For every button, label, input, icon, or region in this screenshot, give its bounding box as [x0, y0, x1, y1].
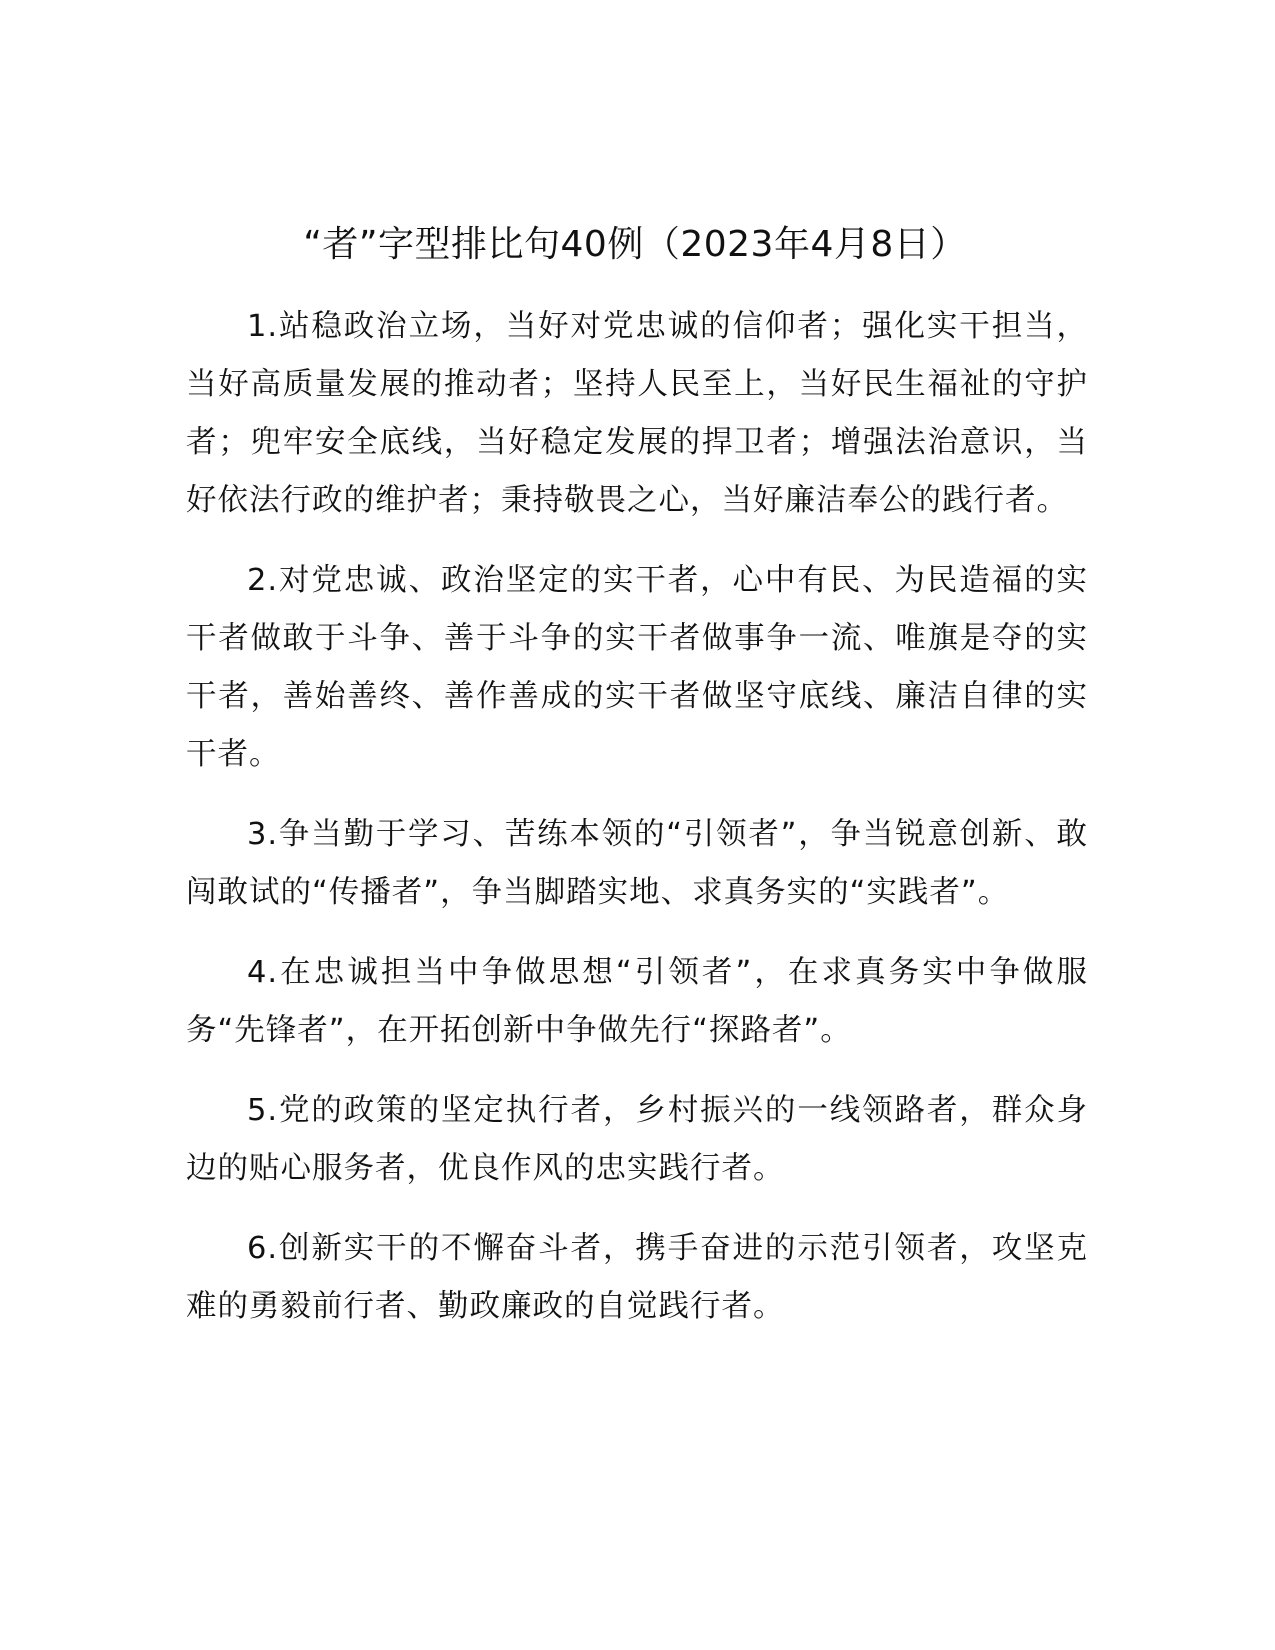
paragraph-5: 5.党的政策的坚定执行者，乡村振兴的一线领路者，群众身边的贴心服务者，优良作风的忠实践行者。 [186, 1093, 1088, 1186]
paragraph-3: 3.争当勤于学习、苦练本领的“引领者”，争当锐意创新、敢闯敢试的“传播者”，争当脚踏实地、求真务实的“实践者”。 [186, 817, 1088, 910]
document-title: “者”字型排比句40例（2023年4月8日） [303, 224, 967, 265]
paragraph-4: 4.在忠诚担当中争做思想“引领者”，在求真务实中争做服务“先锋者”，在开拓创新中争做先行“探路者”。 [186, 955, 1088, 1048]
paragraph-1: 1.站稳政治立场，当好对党忠诚的信仰者；强化实干担当，当好高质量发展的推动者；坚持人民至上，当好民生福祉的守护者；兜牢安全底线，当好稳定发展的捍卫者；增强法治意识，当好依法行政的维护者；秉持敬畏之心，当好廉洁奉公的践行者。 [186, 309, 1088, 518]
paragraph-6: 6.创新实干的不懈奋斗者，携手奋进的示范引领者，攻坚克难的勇毅前行者、勤政廉政的自觉践行者。 [186, 1231, 1088, 1324]
paragraph-2: 2.对党忠诚、政治坚定的实干者，心中有民、为民造福的实干者做敢于斗争、善于斗争的实干者做事争一流、唯旗是夺的实干者，善始善终、善作善成的实干者做坚守底线、廉洁自律的实干者。 [186, 563, 1088, 772]
document-body [186, 298, 1088, 1358]
